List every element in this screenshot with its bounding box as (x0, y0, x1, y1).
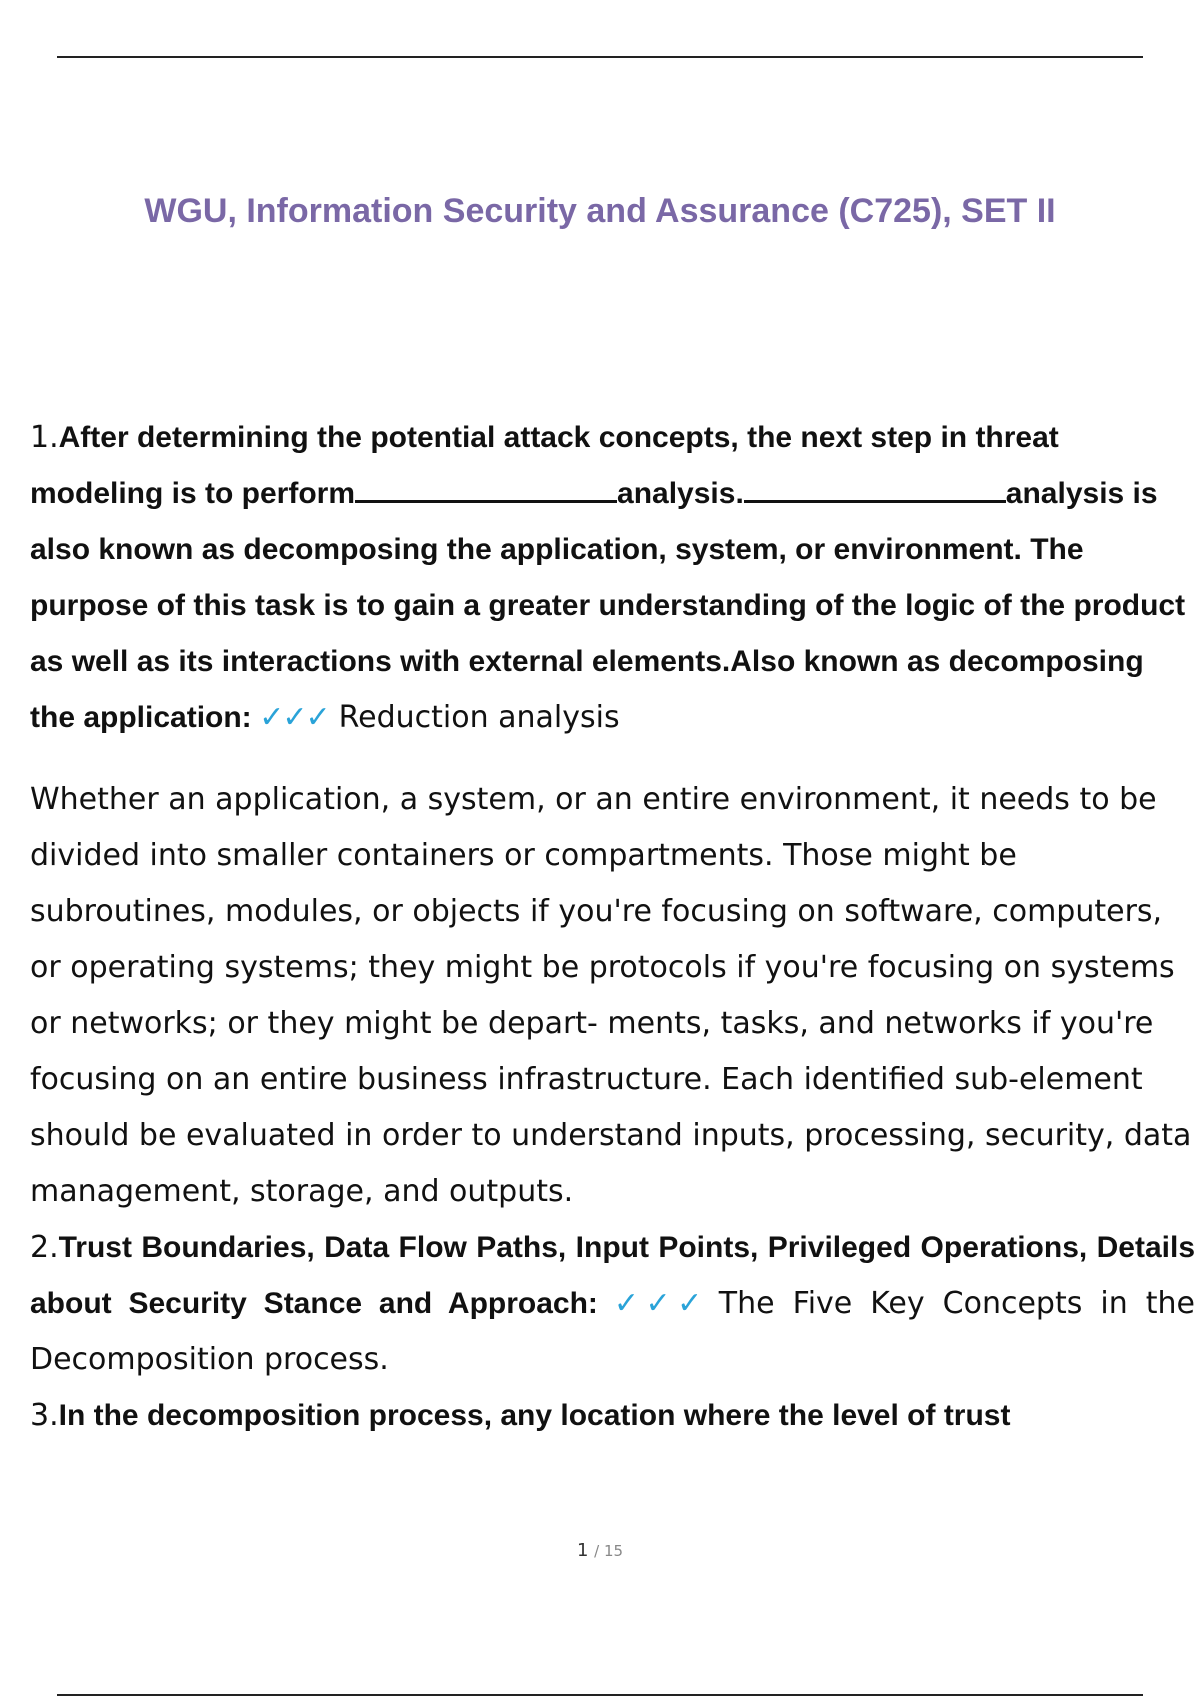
question-3-text: In the decomposition process, any location where the level of trust (58, 1399, 1011, 1432)
question-1-text-b: analysis. (617, 477, 744, 510)
checkmark-icon: ✓✓✓ (613, 1286, 709, 1321)
question-2-text: Trust Boundaries, Data Flow Paths, Input Points, Privileged Operations, Details about Security Stance and Approach: (30, 1231, 1195, 1320)
document-title: WGU, Information Security and Assurance (C725), SET II (144, 192, 1056, 230)
document-body (30, 410, 1195, 1444)
question-1-number: 1. (30, 420, 59, 455)
page-total: / 15 (594, 1542, 624, 1560)
checkmark-icon: ✓✓✓ (259, 700, 329, 735)
question-1-blank-2 (744, 474, 1006, 503)
question-2-number: 2. (30, 1230, 59, 1265)
question-1-answer: Reduction analysis (338, 700, 620, 735)
question-1 (30, 410, 1195, 746)
page-indicator (0, 1540, 1200, 1561)
top-rule (57, 56, 1143, 58)
question-1-text-a: After determining the potential attack concepts, the next step in threat modeling is to perform (30, 421, 1059, 510)
question-1-explanation: Whether an application, a system, or an entire environment, it needs to be divided into smaller containers or compartments. Those might be subroutines, modules, or objects if you're focusing on software, computers, or operating systems; they might be protocols if you're focusing on systems or networks; or they might be depart- ments, tasks, and networks if you're focusing on an entire business infrastructure. Each identified sub-element should be evaluated in order to understand inputs, processing, security, data management, storage, and outputs. (30, 782, 1192, 1209)
question-2-answer: The Five Key Concepts in the Decomposition process. (30, 1286, 1195, 1377)
question-1-text-c: analysis is also known as decomposing the application, system, or environment. The purpose of this task is to gain a greater understanding of the logic of the product as well as its interactions with external elements.Also known as decomposing the application: (30, 477, 1186, 734)
bottom-rule (57, 1694, 1143, 1696)
question-3 (30, 1388, 1195, 1444)
question-1-blank-1 (355, 474, 617, 503)
question-3-number: 3. (30, 1398, 59, 1433)
question-2 (30, 1220, 1195, 1388)
page-current: 1 (576, 1540, 589, 1561)
